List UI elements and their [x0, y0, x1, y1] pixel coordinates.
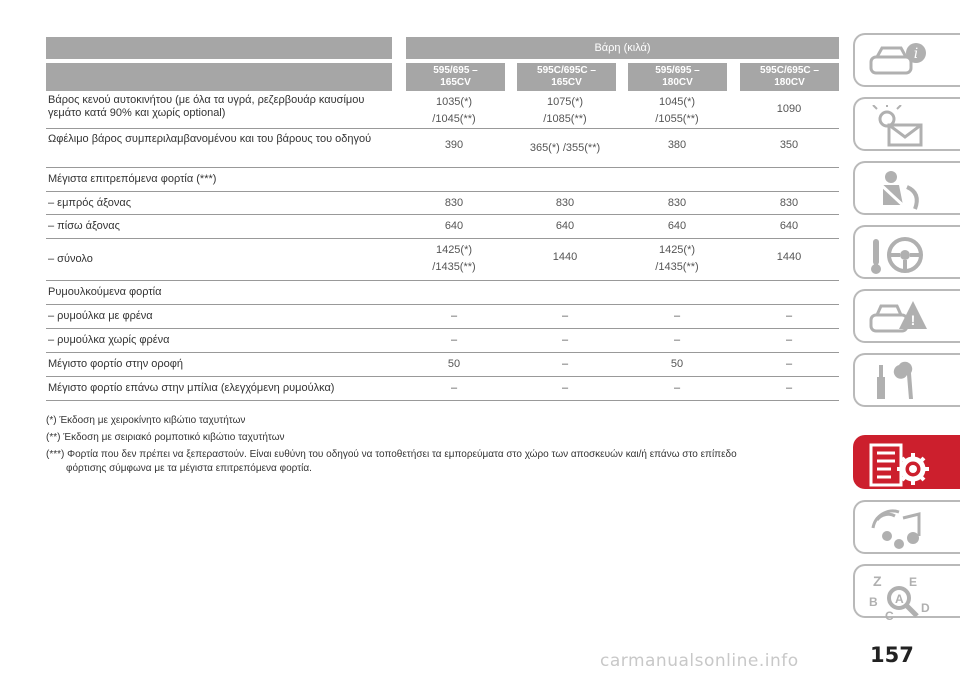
cell-value: 350	[779, 139, 799, 151]
table-row	[46, 239, 839, 281]
table-row	[46, 168, 839, 192]
cell-value: 1425(*) /1435(**)	[432, 244, 476, 273]
cell-value: –	[561, 334, 569, 346]
tab-technical-data[interactable]	[853, 435, 960, 489]
cell-value: –	[673, 334, 681, 346]
column-header: 595C/695C – 165CV	[517, 63, 616, 91]
cell-value: 640	[779, 220, 799, 232]
cell-value: –	[450, 310, 458, 322]
row-label: Ωφέλιμο βάρος συμπεριλαμβανομένου και του βάρους του οδηγού	[48, 133, 372, 145]
row-label: Μέγιστο φορτίο επάνω στην μπίλια (ελεγχόμενη ρυμούλκα)	[48, 382, 335, 394]
cell-value: –	[785, 382, 793, 394]
tab-maintenance[interactable]	[853, 353, 960, 407]
table-row	[46, 192, 839, 215]
table-header-columns	[46, 63, 839, 91]
cell-value: 50	[670, 358, 684, 370]
cell-value: –	[785, 358, 793, 370]
cell-value: 830	[555, 197, 575, 209]
tab-safety[interactable]	[853, 161, 960, 215]
svg-text:D: D	[921, 601, 930, 615]
svg-text:!: !	[910, 312, 916, 328]
column-header: 595C/695C – 180CV	[740, 63, 839, 91]
cell-value: –	[450, 382, 458, 394]
header-blank-2	[46, 63, 392, 91]
cell-value: –	[561, 382, 569, 394]
svg-text:i: i	[913, 46, 919, 62]
cell-value: 640	[667, 220, 687, 232]
row-label: – ρυμούλκα με φρένα	[48, 310, 153, 322]
cell-value: –	[450, 334, 458, 346]
footnotes	[46, 414, 836, 479]
table-row	[46, 281, 839, 305]
page-number: 157	[870, 643, 914, 667]
watermark: carmanualsonline.info	[600, 651, 799, 671]
cell-value: 640	[555, 220, 575, 232]
cell-value: 1075(*) /1085(**)	[543, 96, 587, 125]
weights-table	[46, 37, 839, 401]
footnote-continuation: φόρτισης σύμφωνα με τα μέγιστα επιτρεπόμενα φορτία.	[66, 463, 312, 474]
table-row	[46, 329, 839, 353]
table-row	[46, 377, 839, 401]
tab-index[interactable]	[853, 564, 960, 622]
maintenance-icon	[869, 361, 929, 405]
cell-value: 830	[667, 197, 687, 209]
cell-value: 50	[447, 358, 461, 370]
row-label: – πίσω άξονας	[48, 220, 120, 232]
cell-value: 1035(*) /1045(**)	[432, 96, 476, 125]
row-label: – εμπρός άξονας	[48, 197, 132, 209]
cell-value: –	[673, 310, 681, 322]
row-label: Μέγιστα επιτρεπόμενα φορτία (***)	[48, 173, 217, 185]
multimedia-icon	[869, 508, 929, 552]
cell-value: 1440	[552, 251, 578, 263]
tab-warning-lights[interactable]	[853, 97, 960, 151]
table-row	[46, 129, 839, 168]
cell-value: 1045(*) /1055(**)	[655, 96, 699, 125]
table-row	[46, 91, 839, 129]
cell-value: 1090	[776, 103, 802, 115]
svg-text:C: C	[885, 609, 894, 622]
tab-emergency[interactable]	[853, 289, 960, 343]
seat-safety-icon	[869, 169, 929, 213]
footnote: (***) Φορτία που δεν πρέπει να ξεπεραστούν. Είναι ευθύνη του οδηγού να τοποθετήσει τα εμπορεύματα στο χώρο των αποσκευών και/ή επάνω στο επίπεδο	[46, 449, 737, 460]
emergency-icon	[869, 297, 929, 341]
warning-lights-icon	[869, 105, 929, 149]
column-header: 595/695 – 165CV	[406, 63, 505, 91]
row-label: – σύνολο	[48, 253, 93, 265]
footnote: (**) Έκδοση με σειριακό ρομποτικό κιβώτιο ταχυτήτων	[46, 432, 285, 443]
table-header-group	[46, 37, 839, 59]
cell-value: 1440	[776, 251, 802, 263]
index-icon	[869, 572, 933, 622]
cell-value: –	[785, 310, 793, 322]
table-row	[46, 353, 839, 377]
tab-car-info[interactable]	[853, 33, 960, 87]
cell-value: 1425(*) /1435(**)	[655, 244, 699, 273]
cell-value: 830	[444, 197, 464, 209]
tab-starting-driving[interactable]	[853, 225, 960, 279]
row-label: – ρυμούλκα χωρίς φρένα	[48, 334, 170, 346]
svg-text:Z: Z	[873, 573, 882, 589]
row-label: Μέγιστο φορτίο στην οροφή	[48, 358, 184, 370]
cell-value: –	[785, 334, 793, 346]
technical-data-icon	[869, 441, 933, 491]
steering-wheel-icon	[869, 233, 929, 277]
tab-multimedia[interactable]	[853, 500, 960, 554]
footnote: (*) Έκδοση με χειροκίνητο κιβώτιο ταχυτήτων	[46, 415, 246, 426]
car-info-icon	[869, 41, 929, 85]
cell-value: –	[561, 358, 569, 370]
svg-text:A: A	[895, 592, 904, 606]
cell-value: –	[561, 310, 569, 322]
table-group-title: Βάρη (κιλά)	[406, 37, 839, 59]
cell-value: 640	[444, 220, 464, 232]
svg-text:E: E	[909, 575, 918, 589]
cell-value: 380	[667, 139, 687, 151]
row-label: Ρυμουλκούμενα φορτία	[48, 286, 162, 298]
column-header: 595/695 – 180CV	[628, 63, 727, 91]
cell-value: 365(*) /355(**)	[529, 142, 601, 154]
cell-value: 390	[444, 139, 464, 151]
cell-value: 830	[779, 197, 799, 209]
table-row	[46, 305, 839, 329]
cell-value: –	[673, 382, 681, 394]
table-row	[46, 215, 839, 239]
row-label: Βάρος κενού αυτοκινήτου (με όλα τα υγρά, ρεζερβουάρ καυσίμου γεμάτο κατά 90% και χωρίς optional)	[48, 94, 365, 119]
header-blank	[46, 37, 392, 59]
svg-text:B: B	[869, 595, 878, 609]
